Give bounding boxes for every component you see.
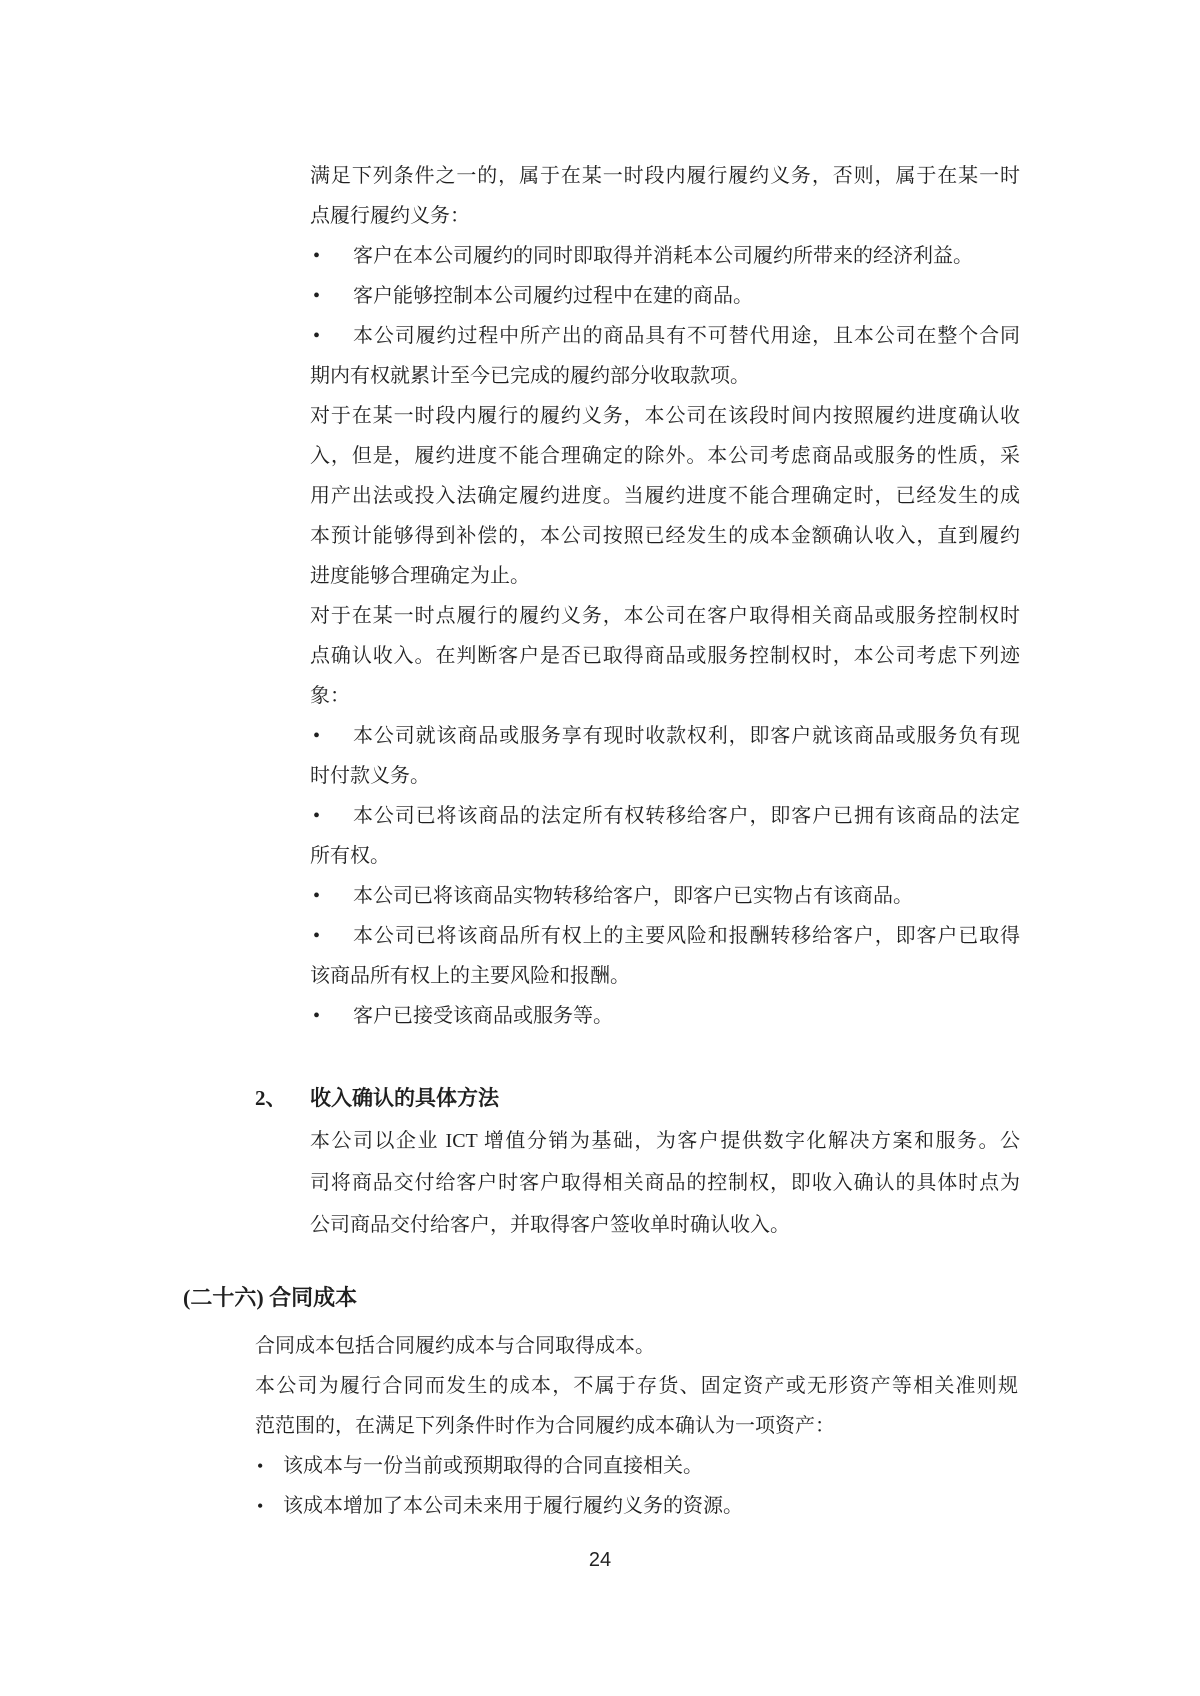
section-heading-contract-cost: (二十六) 合同成本 xyxy=(183,1285,358,1310)
bullet-icon: • xyxy=(313,245,321,267)
text-line: 范范围的，在满足下列条件时作为合同履约成本确认为一项资产： xyxy=(255,1415,835,1437)
bullet-icon: • xyxy=(313,725,321,747)
bullet-line xyxy=(310,916,1020,956)
text-line: 本公司已将该商品实物转移给客户，即客户已实物占有该商品。 xyxy=(353,885,913,907)
heading-title: 收入确认的具体方法 xyxy=(310,1086,499,1110)
bullet-line xyxy=(255,1486,1018,1526)
text-line: 时付款义务。 xyxy=(310,765,430,787)
section-performance-obligations xyxy=(310,156,1020,1036)
bullet-line xyxy=(310,996,1020,1036)
page-number: 24 xyxy=(588,1549,612,1571)
bullet-line xyxy=(310,236,1020,276)
bullet-icon: • xyxy=(257,1496,264,1516)
text-line: 司将商品交付给客户时客户取得相关商品的控制权，即收入确认的具体时点为 xyxy=(310,1172,1020,1194)
text-line: 客户能够控制本公司履约过程中在建的商品。 xyxy=(353,285,753,307)
bullet-icon: • xyxy=(313,805,321,827)
bullet-icon: • xyxy=(257,1456,264,1476)
text-line: 对于在某一时段内履行的履约义务，本公司在该段时间内按照履约进度确认收 xyxy=(310,405,1020,427)
text-line: 该成本与一份当前或预期取得的合同直接相关。 xyxy=(283,1455,703,1477)
text-line: 本预计能够得到补偿的，本公司按照已经发生的成本金额确认收入，直到履约 xyxy=(310,525,1020,547)
text-line: 该成本增加了本公司未来用于履行履约义务的资源。 xyxy=(283,1495,743,1517)
section-heading-revenue-method xyxy=(255,1078,499,1118)
text-line: 公司商品交付给客户，并取得客户签收单时确认收入。 xyxy=(310,1214,790,1236)
section-contract-cost-body xyxy=(255,1326,1018,1526)
bullet-line xyxy=(310,796,1020,836)
bullet-icon: • xyxy=(313,885,321,907)
text-line: 本公司已将该商品所有权上的主要风险和报酬转移给客户，即客户已取得 xyxy=(353,925,1020,947)
text-line: 对于在某一时点履行的履约义务，本公司在客户取得相关商品或服务控制权时 xyxy=(310,605,1020,627)
bullet-line xyxy=(310,276,1020,316)
text-line: 进度能够合理确定为止。 xyxy=(310,565,530,587)
text-line: 本公司就该商品或服务享有现时收款权利，即客户就该商品或服务负有现 xyxy=(353,725,1020,747)
text-line: 本公司已将该商品的法定所有权转移给客户，即客户已拥有该商品的法定 xyxy=(353,805,1020,827)
text-line: 所有权。 xyxy=(310,845,390,867)
bullet-icon: • xyxy=(313,325,321,347)
bullet-icon: • xyxy=(313,1005,321,1027)
text-line: 客户已接受该商品或服务等。 xyxy=(353,1005,613,1027)
text-line: 本公司为履行合同而发生的成本，不属于存货、固定资产或无形资产等相关准则规 xyxy=(255,1375,1018,1397)
bullet-line xyxy=(255,1446,1018,1486)
text-line: 象： xyxy=(310,685,350,707)
bullet-icon: • xyxy=(313,925,321,947)
text-line: 期内有权就累计至今已完成的履约部分收取款项。 xyxy=(310,365,750,387)
text-line: 入，但是，履约进度不能合理确定的除外。本公司考虑商品或服务的性质，采 xyxy=(310,445,1020,467)
text-line: 该商品所有权上的主要风险和报酬。 xyxy=(310,965,630,987)
text-line: 本公司履约过程中所产出的商品具有不可替代用途，且本公司在整个合同 xyxy=(353,325,1020,347)
heading-number: 2、 xyxy=(255,1086,287,1110)
text-line: 满足下列条件之一的，属于在某一时段内履行履约义务，否则，属于在某一时 xyxy=(310,165,1020,187)
bullet-line xyxy=(310,716,1020,756)
text-line: 点确认收入。在判断客户是否已取得商品或服务控制权时，本公司考虑下列迹 xyxy=(310,645,1020,667)
text-line: 本公司以企业 ICT 增值分销为基础，为客户提供数字化解决方案和服务。公 xyxy=(310,1130,1020,1152)
bullet-line xyxy=(310,876,1020,916)
bullet-icon: • xyxy=(313,285,321,307)
bullet-line xyxy=(310,316,1020,356)
text-line: 用产出法或投入法确定履约进度。当履约进度不能合理确定时，已经发生的成 xyxy=(310,485,1020,507)
text-line: 客户在本公司履约的同时即取得并消耗本公司履约所带来的经济利益。 xyxy=(353,245,973,267)
text-line: 合同成本包括合同履约成本与合同取得成本。 xyxy=(255,1335,655,1357)
section-revenue-method-body xyxy=(310,1120,1020,1246)
text-line: 点履行履约义务： xyxy=(310,205,470,227)
